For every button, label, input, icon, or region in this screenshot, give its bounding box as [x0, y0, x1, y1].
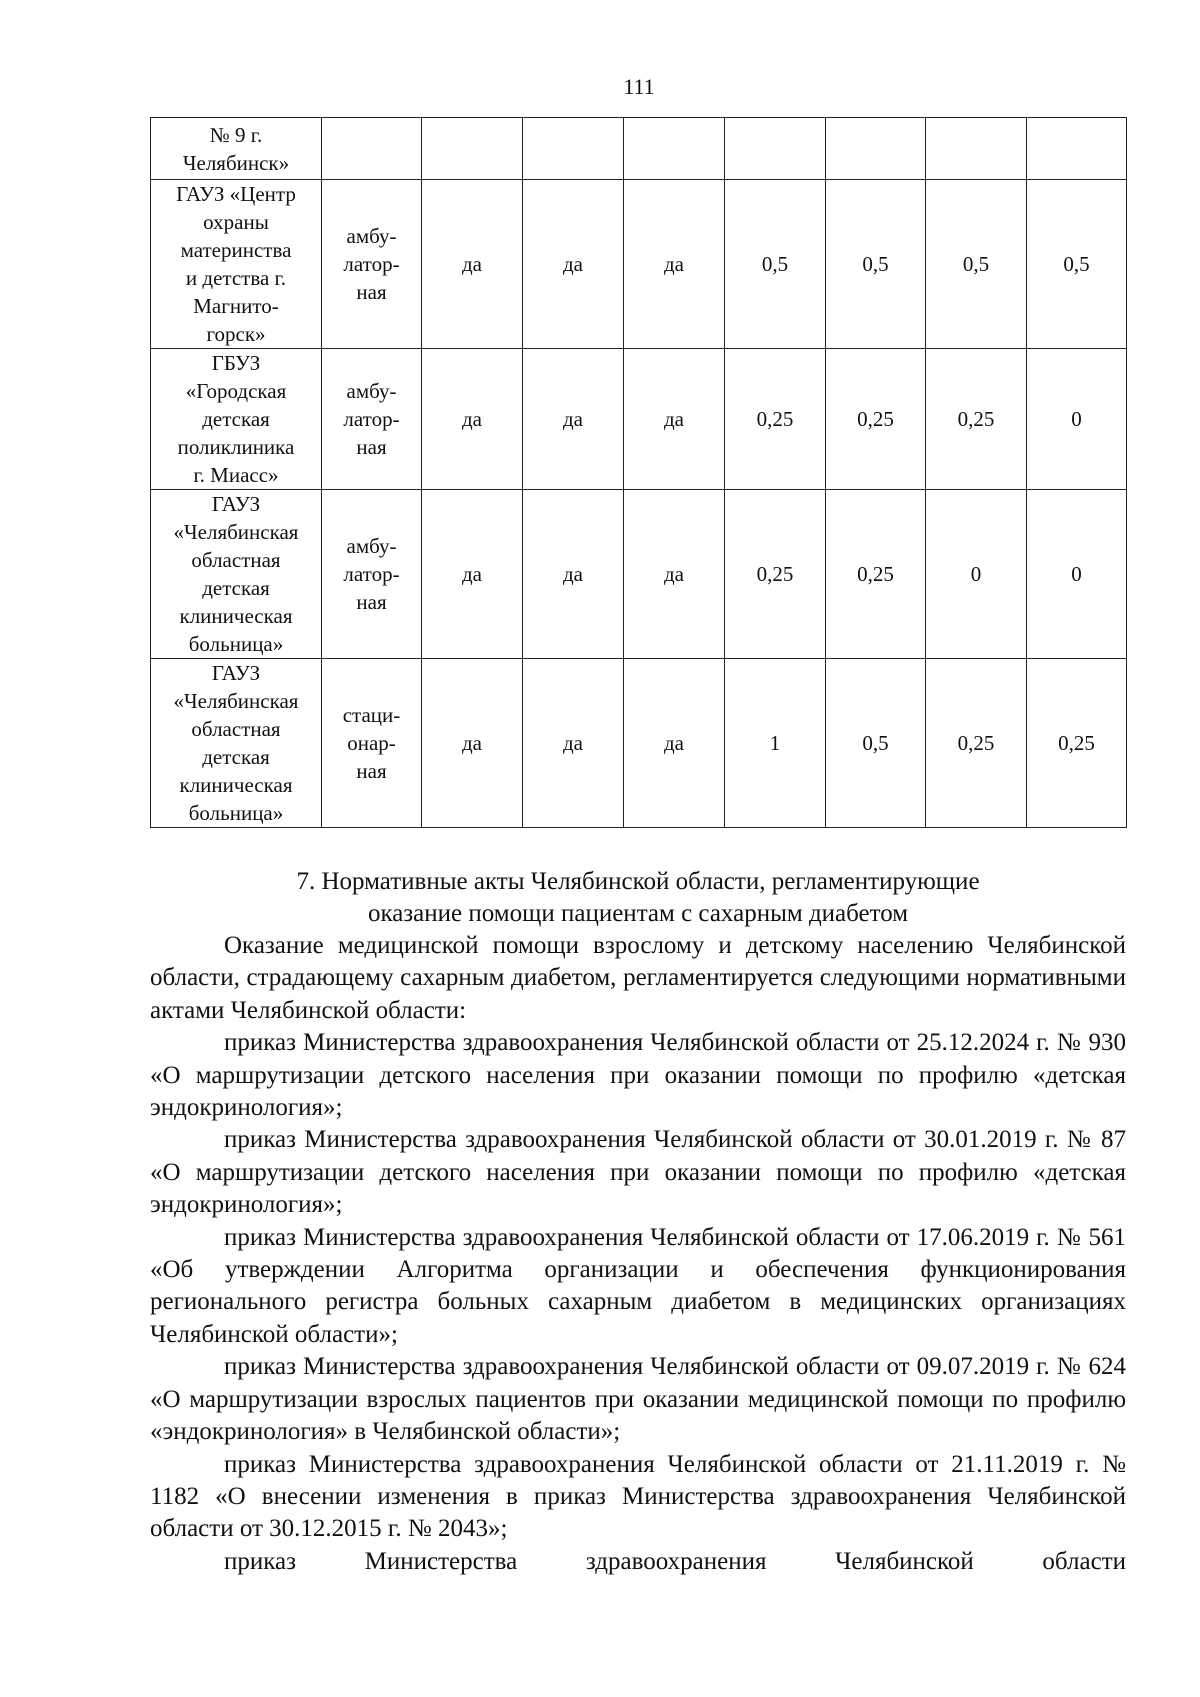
table-row: [151, 490, 1127, 659]
org-cell: ГАУЗ «Челябинская областная детская клиническая больница»: [151, 490, 322, 659]
care-type-cell: амбу- латор- ная: [322, 490, 422, 659]
care-type-cell: амбу- латор- ная: [322, 349, 422, 490]
table-cell: да: [624, 349, 725, 490]
table-cell: [725, 118, 826, 180]
table-cell: да: [422, 490, 523, 659]
table-row: [151, 659, 1127, 828]
table-cell: да: [422, 349, 523, 490]
table-cell: 0,25: [926, 349, 1027, 490]
table-cell: [1027, 118, 1127, 180]
table-cell: [523, 118, 624, 180]
table-cell: 0: [1027, 349, 1127, 490]
org-cell: № 9 г. Челябинск»: [151, 118, 322, 180]
table-cell: да: [624, 659, 725, 828]
table-cell: 0: [1027, 490, 1127, 659]
table-cell: 0,25: [725, 490, 826, 659]
table-cell: 0,25: [926, 659, 1027, 828]
page-number: 111: [623, 74, 655, 99]
table-row: [151, 349, 1127, 490]
table-cell: да: [523, 659, 624, 828]
list-item: приказ Министерства здравоохранения Челябинской области от 21.11.2019 г. № 1182 «О внесении изменения в приказ Министерства здравоохранения Челябинской области от 30.12.2015 г. № 2043»;: [150, 1450, 1126, 1543]
table-cell: 0,25: [826, 490, 926, 659]
table-row: [151, 180, 1127, 349]
list-item: приказ Министерства здравоохранения Челябинской области от 17.06.2019 г. № 561 «Об утверждении Алгоритма организации и обеспечения функционирования регионального регистра больных сахарным диабетом в медицинских организациях Челябинской области»;: [150, 1223, 1126, 1348]
table-row: [151, 118, 1127, 180]
org-cell: ГАУЗ «Центр охраны материнства и детства г. Магнито- горск»: [151, 180, 322, 349]
table-cell: 0,5: [826, 180, 926, 349]
table-cell: да: [422, 180, 523, 349]
list-item: приказ Министерства здравоохранения Челябинской области от 30.01.2019 г. № 87 «О маршрутизации детского населения при оказании помощи по профилю «детская эндокринология»;: [150, 1126, 1126, 1219]
table-cell: 0,5: [725, 180, 826, 349]
list-item: приказ Министерства здравоохранения Челябинской области от 25.12.2024 г. № 930 «О маршрутизации детского населения при оказании помощи по профилю «детская эндокринология»;: [150, 1029, 1126, 1122]
list-item: приказ Министерства здравоохранения Челябинской области от 09.07.2019 г. № 624 «О маршрутизации взрослых пациентов при оказании медицинской помощи по профилю «эндокринология» в Челябинской области»;: [150, 1353, 1126, 1446]
data-table: [150, 117, 1127, 828]
table-cell: 0,5: [926, 180, 1027, 349]
table-cell: да: [624, 490, 725, 659]
section-title: 7. Нормативные акты Челябинской области, регламентирующие оказание помощи пациентам с сахарным диабетом: [296, 868, 980, 927]
table-cell: 0,25: [725, 349, 826, 490]
care-type-cell: [322, 118, 422, 180]
table-cell: 0,5: [826, 659, 926, 828]
table-cell: 1: [725, 659, 826, 828]
table-cell: да: [523, 349, 624, 490]
table-cell: [422, 118, 523, 180]
org-cell: ГБУЗ «Городская детская поликлиника г. Миасс»: [151, 349, 322, 490]
table-cell: да: [523, 490, 624, 659]
table-cell: [826, 118, 926, 180]
table-cell: да: [523, 180, 624, 349]
body-text: [150, 930, 1126, 1578]
table-cell: 0,25: [826, 349, 926, 490]
table-cell: 0,25: [1027, 659, 1127, 828]
table-cell: 0,5: [1027, 180, 1127, 349]
table-cell: 0: [926, 490, 1027, 659]
table-cell: [926, 118, 1027, 180]
list-item: приказ Министерства здравоохранения Челябинской области: [224, 1547, 1126, 1575]
org-cell: ГАУЗ «Челябинская областная детская клиническая больница»: [151, 659, 322, 828]
table-cell: да: [422, 659, 523, 828]
care-type-cell: амбу- латор- ная: [322, 180, 422, 349]
table-cell: да: [624, 180, 725, 349]
table-cell: [624, 118, 725, 180]
intro-paragraph: Оказание медицинской помощи взрослому и детскому населению Челябинской области, страдающему сахарным диабетом, регламентируется следующими нормативными актами Челябинской области:: [150, 932, 1126, 1024]
care-type-cell: стаци- онар- ная: [322, 659, 422, 828]
